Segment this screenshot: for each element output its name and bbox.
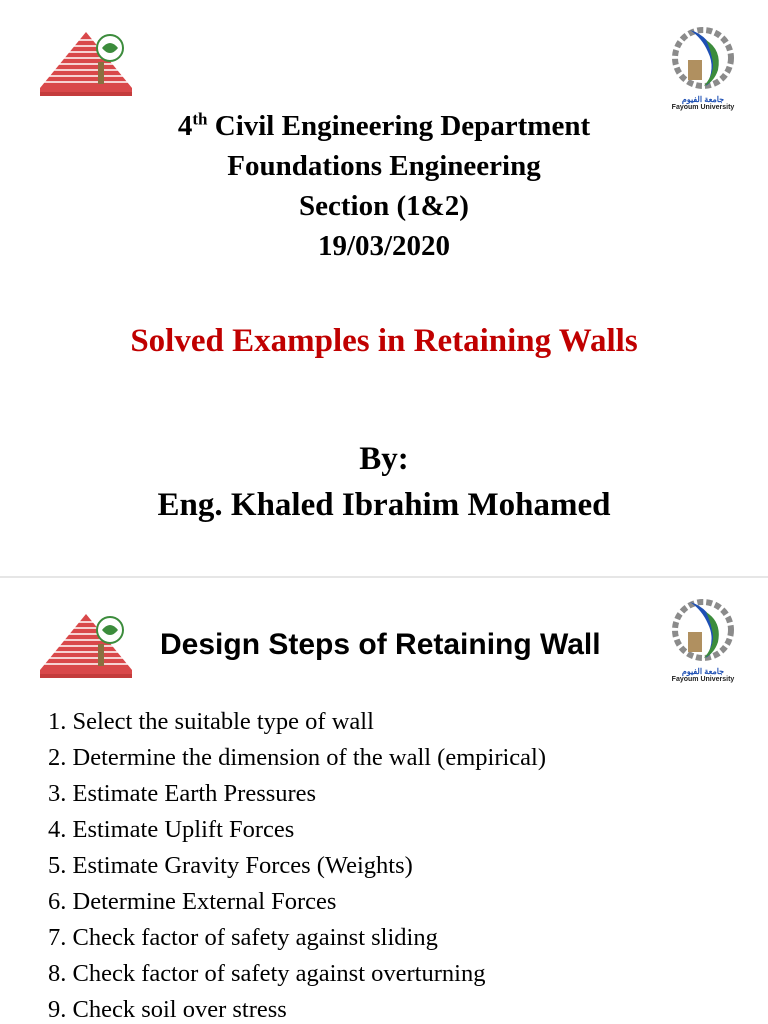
- list-item: 7. Check factor of safety against sliding: [48, 924, 438, 951]
- by-label: By:: [359, 441, 409, 477]
- list-item: 8. Check factor of safety against overturning: [48, 960, 486, 987]
- faculty-logo: [40, 26, 132, 100]
- ordinal-suffix: th: [192, 109, 208, 129]
- date-line: 19/03/2020: [317, 230, 451, 262]
- university-logo: [668, 26, 738, 110]
- list-item: 4. Estimate Uplift Forces: [48, 816, 295, 843]
- arabic-caption: جامعة الفيوم: [681, 667, 725, 676]
- arabic-caption: جامعة الفيوم: [681, 95, 725, 104]
- list-item: 5. Estimate Gravity Forces (Weights): [48, 852, 413, 879]
- department-line: 4th Civil Engineering Department: [177, 109, 591, 142]
- section-line: Section (1&2): [299, 190, 469, 222]
- content-slide: [0, 578, 768, 1024]
- author-block: [0, 436, 768, 528]
- list-item: 2. Determine the dimension of the wall (empirical): [48, 744, 547, 771]
- author-name: Eng. Khaled Ibrahim Mohamed: [157, 487, 611, 523]
- list-item: 9. Check soil over stress: [48, 996, 287, 1023]
- faculty-logo: [40, 608, 132, 682]
- university-caption: Fayoum University: [671, 104, 735, 111]
- list-item: 1. Select the suitable type of wall: [48, 708, 374, 735]
- presentation-title: Solved Examples in Retaining Walls: [130, 323, 638, 359]
- course-header: [0, 106, 768, 266]
- design-steps-list: [48, 704, 546, 1024]
- slide-title: Design Steps of Retaining Wall: [160, 628, 601, 661]
- university-logo: [668, 598, 738, 682]
- university-caption: Fayoum University: [671, 676, 735, 683]
- list-item: 6. Determine External Forces: [48, 888, 337, 915]
- course-name: Foundations Engineering: [227, 150, 541, 182]
- list-item: 3. Estimate Earth Pressures: [48, 780, 317, 807]
